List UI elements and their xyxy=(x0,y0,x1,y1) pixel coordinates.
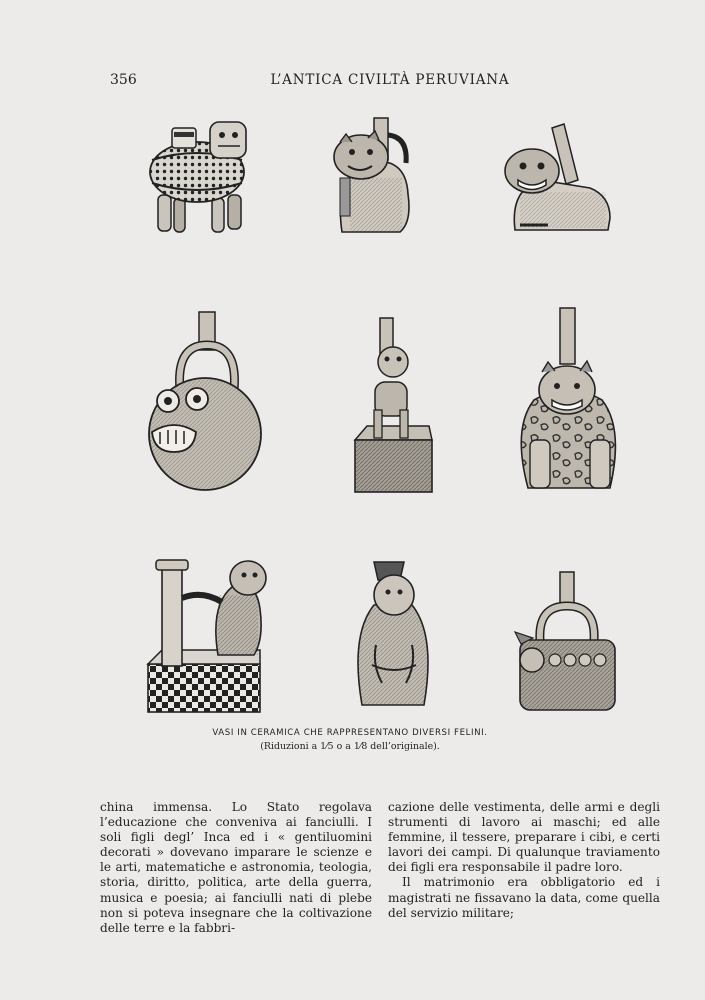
vessel-feline-on-block xyxy=(355,318,432,492)
text-column-right xyxy=(388,800,660,921)
vessel-feline-dotted xyxy=(150,122,246,232)
paragraph: china immensa. Lo Stato regolava l’educazione che conveniva ai fanciulli. I soli figli degl’ Inca ed i « gentiluomini decorati » dovevano imparare le scienze e le arti, matematiche e astronomia, teologia, storia, diritto, politica, arte della guerra, musica e poesia; ai fanciulli nati di plebe non si poteva insegnare che la coltivazione delle terre e la fabbri- xyxy=(100,800,372,935)
paragraph: Il matrimonio era obbligatorio ed i magistrati ne fissavano la data, come quella del servizio militare; xyxy=(388,875,660,920)
running-title: L’ANTICA CIVILTÀ PERUVIANA xyxy=(270,72,510,88)
vessel-spotted-jaguar xyxy=(521,308,615,488)
paragraph: cazione delle vestimenta, delle armi e degli strumenti di lavoro ai maschi; ed alle femmine, il tessere, preparare i cibi, e certi lavori dei campi. Di qualunque traviamento dei figli era responsabile il padre loro. xyxy=(388,800,660,875)
vessel-animal-frieze xyxy=(515,572,615,710)
vessel-reclining-jaguar xyxy=(505,124,610,230)
caption-note: (Riduzioni a 1⁄5 o a 1⁄8 dell’originale). xyxy=(260,741,440,752)
page-number: 356 xyxy=(110,72,137,88)
vessel-seated-jaguar xyxy=(334,118,409,232)
vessel-monkey-column xyxy=(148,560,266,712)
figure-caption xyxy=(150,727,550,753)
caption-title: VASI IN CERAMICA CHE RAPPRESENTANO DIVERSI FELINI. xyxy=(212,728,488,738)
text-column-left xyxy=(100,800,372,936)
vessel-globular-face xyxy=(149,312,261,490)
vessel-seated-figure xyxy=(358,562,428,705)
